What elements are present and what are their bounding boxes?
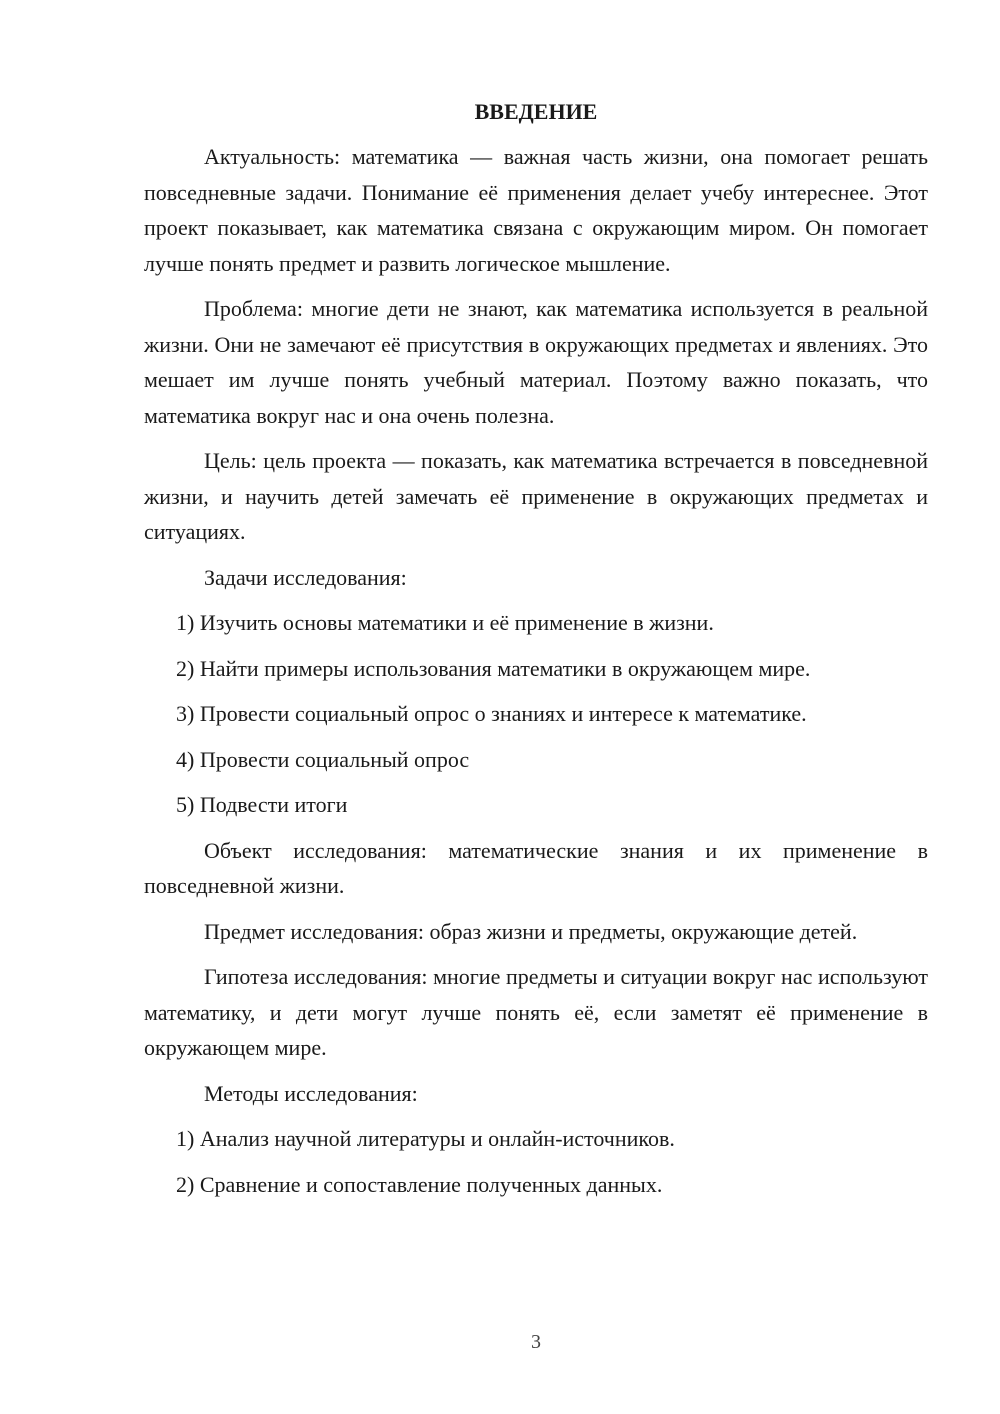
task-item: 4) Провести социальный опрос (176, 746, 470, 772)
subject-paragraph: Предмет исследования: образ жизни и предметы, окружающие детей. (204, 918, 858, 944)
task-item: 3) Провести социальный опрос о знаниях и интересе к математике. (176, 701, 807, 726)
problem-paragraph: Проблема: многие дети не знают, как математика используется в реальной жизни. Они не замечают её присутствия в окружающих предметах и явлениях. Это мешает им лучше понять учебный материал. Поэтому важно показать, что математика вокруг нас и она очень полезна. (144, 296, 928, 428)
page-number: 3 (531, 1331, 541, 1353)
object-paragraph: Объект исследования: математические знания и их применение в повседневной жизни. (144, 837, 928, 898)
method-item: 2) Сравнение и сопоставление полученных данных. (176, 1171, 663, 1197)
hypothesis-paragraph: Гипотеза исследования: многие предметы и ситуации вокруг нас используют математику, и дети могут лучше понять её, если заметят её применение в окружающем мире. (144, 964, 928, 1060)
page-title: ВВЕДЕНИЕ (474, 99, 598, 124)
task-item: 1) Изучить основы математики и её применение в жизни. (176, 610, 714, 635)
relevance-paragraph: Актуальность: математика — важная часть жизни, она помогает решать повседневные задачи. Понимание её применения делает учебу интереснее. Этот проект показывает, как математика связана с окружающим миром. Он помогает лучше понять предмет и развить логическое мышление. (144, 144, 928, 276)
task-item: 2) Найти примеры использования математики в окружающем мире. (176, 655, 811, 681)
document-page (144, 94, 928, 1212)
task-item: 5) Подвести итоги (176, 792, 348, 817)
tasks-heading: Задачи исследования: (204, 564, 407, 590)
method-item: 1) Анализ научной литературы и онлайн-источников. (176, 1126, 675, 1151)
goal-paragraph: Цель: цель проекта — показать, как математика встречается в повседневной жизни, и научить детей замечать её применение в окружающих предметах и ситуациях. (144, 448, 928, 544)
methods-heading: Методы исследования: (204, 1080, 418, 1106)
